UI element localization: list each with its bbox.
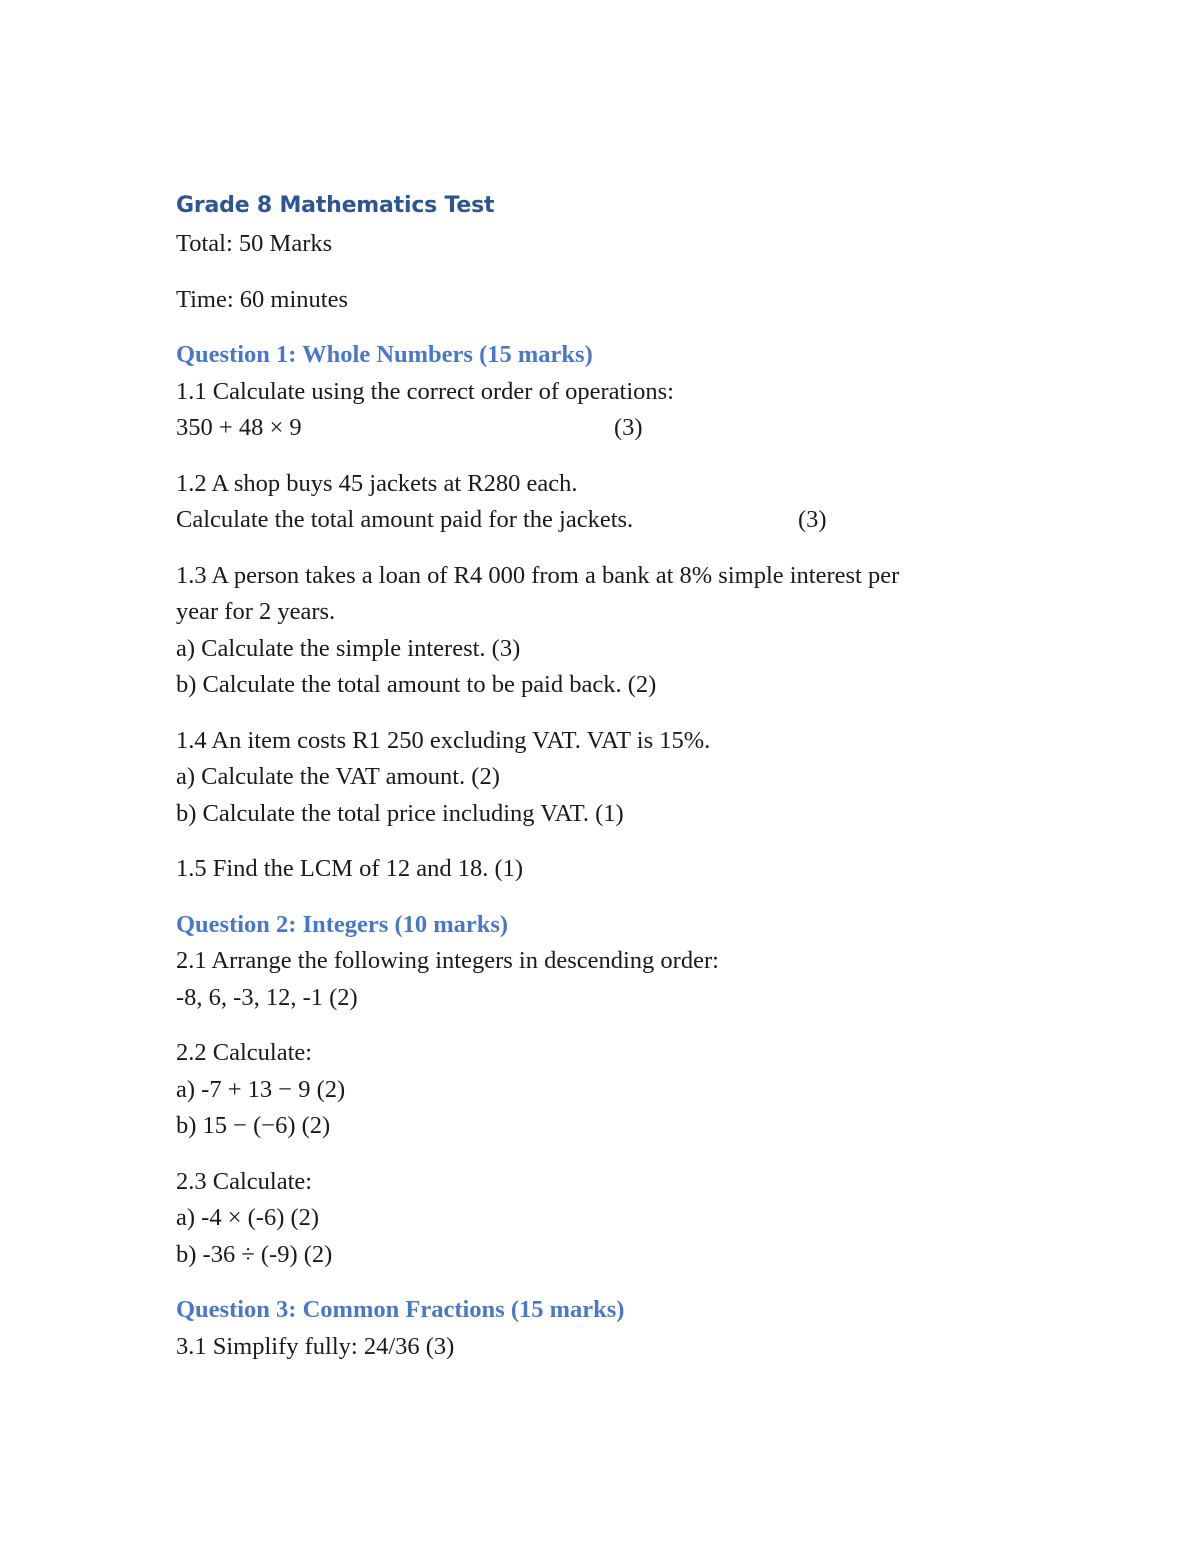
test-document	[176, 188, 1036, 1384]
question-1-4-text: 1.4 An item costs R1 250 excluding VAT. VAT is 15%.	[176, 726, 711, 754]
question-1-3-b: b) Calculate the total amount to be paid back. (2)	[176, 671, 657, 698]
document-title: Grade 8 Mathematics Test	[176, 193, 495, 218]
question-1-1-text: 1.1 Calculate using the correct order of operations:	[176, 377, 674, 405]
question-1-4	[176, 723, 1036, 833]
question-1-3-line1: 1.3 A person takes a loan of R4 000 from a bank at 8% simple interest per	[176, 561, 900, 589]
question-1-2	[176, 466, 1036, 539]
question-2-2-a: a) -7 + 13 − 9 (2)	[176, 1075, 346, 1103]
question-1-3	[176, 558, 1036, 704]
total-marks: Total: 50 Marks	[176, 230, 333, 257]
question-1-3-a: a) Calculate the simple interest. (3)	[176, 634, 521, 662]
question-2-1	[176, 943, 1036, 1016]
question-2-1-list: -8, 6, -3, 12, -1 (2)	[176, 983, 358, 1011]
question-2-3-b: b) -36 ÷ (-9) (2)	[176, 1240, 333, 1268]
question-1-4-b: b) Calculate the total price including VAT. (1)	[176, 799, 624, 827]
question-2-2-text: 2.2 Calculate:	[176, 1039, 313, 1066]
question-1-3-line2: year for 2 years.	[176, 598, 336, 625]
question-1-heading: Question 1: Whole Numbers (15 marks)	[176, 341, 593, 368]
question-3-1	[176, 1329, 1036, 1366]
question-1-1	[176, 374, 1036, 447]
question-2-3	[176, 1164, 1036, 1274]
time-limit: Time: 60 minutes	[176, 285, 348, 313]
question-1-2-marks: (3)	[798, 506, 827, 533]
question-1-1-expression: 350 + 48 × 9	[176, 414, 302, 441]
question-2-3-a: a) -4 × (-6) (2)	[176, 1204, 320, 1231]
question-2-2-b: b) 15 − (−6) (2)	[176, 1112, 331, 1139]
question-1-2-text: 1.2 A shop buys 45 jackets at R280 each.	[176, 469, 578, 497]
question-1-4-a: a) Calculate the VAT amount. (2)	[176, 763, 500, 790]
question-1-5	[176, 851, 1036, 888]
question-2-2	[176, 1035, 1036, 1145]
question-1-2-subtext: Calculate the total amount paid for the jackets.	[176, 506, 634, 533]
question-2-3-text: 2.3 Calculate:	[176, 1167, 313, 1195]
question-2-1-text: 2.1 Arrange the following integers in descending order:	[176, 947, 719, 974]
question-1-1-marks: (3)	[614, 414, 643, 441]
question-1-5-text: 1.5 Find the LCM of 12 and 18. (1)	[176, 855, 524, 882]
question-3-heading: Question 3: Common Fractions (15 marks)	[176, 1296, 625, 1323]
question-2-heading: Question 2: Integers (10 marks)	[176, 910, 509, 938]
question-3-1-text: 3.1 Simplify fully: 24/36 (3)	[176, 1332, 455, 1360]
